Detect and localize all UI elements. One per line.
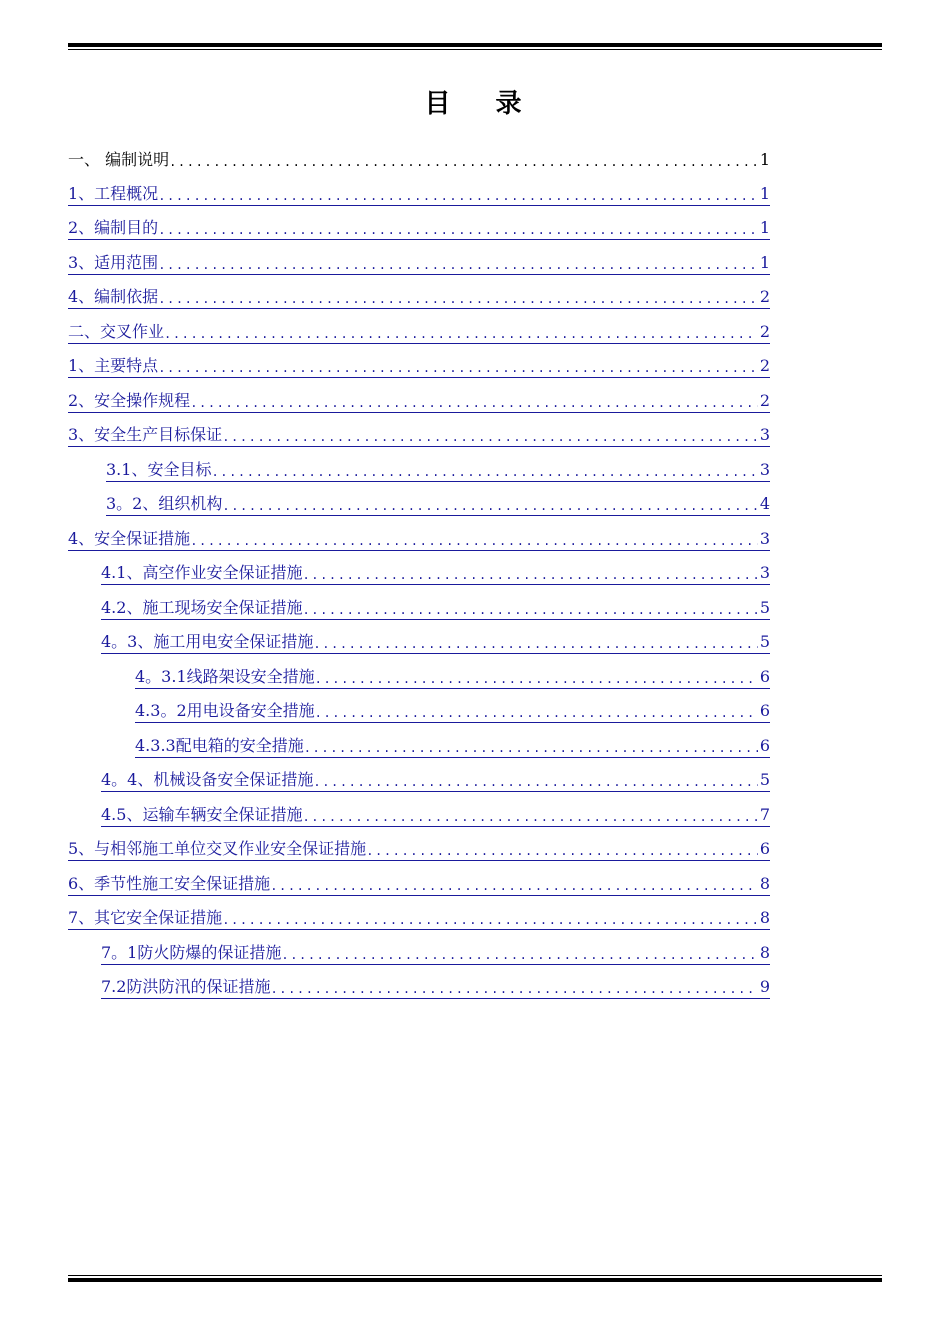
toc-item-label: 4.3.3配电箱的安全措施 xyxy=(135,735,304,755)
toc-item-page: 6 xyxy=(759,666,770,686)
toc-item[interactable] xyxy=(68,626,770,661)
toc-link[interactable] xyxy=(135,736,770,758)
toc-dot-leader xyxy=(270,878,758,894)
toc-item-page: 1 xyxy=(759,252,770,272)
toc-dot-leader xyxy=(190,533,758,549)
toc-dot-leader xyxy=(164,326,758,342)
toc-item-page: 8 xyxy=(759,873,770,893)
toc-item-label: 3、适用范围 xyxy=(68,252,159,272)
toc-dot-leader xyxy=(158,360,758,376)
toc-item[interactable] xyxy=(68,212,770,247)
toc-item-page: 3 xyxy=(759,425,770,445)
toc-item-page: 1 xyxy=(759,149,770,169)
toc-item-label: 3。2、组织机构 xyxy=(106,494,223,514)
toc-item-page: 6 xyxy=(759,735,770,755)
header-rule xyxy=(68,43,882,50)
footer-rule xyxy=(68,1275,882,1282)
toc-item-page: 2 xyxy=(759,287,770,307)
toc-dot-leader xyxy=(366,843,758,859)
toc-item-label: 4.1、高空作业安全保证措施 xyxy=(101,563,303,583)
toc-link[interactable] xyxy=(68,425,770,447)
toc-dot-leader xyxy=(304,740,758,756)
toc-link[interactable] xyxy=(135,667,770,689)
toc-item-page: 3 xyxy=(759,528,770,548)
toc-link[interactable] xyxy=(68,184,770,206)
toc-item-label: 3.1、安全目标 xyxy=(106,459,212,479)
toc-item-label: 7、其它安全保证措施 xyxy=(68,908,223,928)
toc-link[interactable] xyxy=(135,701,770,723)
table-of-contents xyxy=(68,143,770,1006)
toc-item-label: 1、工程概况 xyxy=(68,183,159,203)
toc-item[interactable] xyxy=(68,902,770,937)
toc-item-page: 3 xyxy=(759,459,770,479)
toc-item-page: 8 xyxy=(759,908,770,928)
toc-item-page: 3 xyxy=(759,563,770,583)
toc-dot-leader xyxy=(222,912,758,928)
toc-item[interactable] xyxy=(68,695,770,730)
toc-item[interactable] xyxy=(68,385,770,420)
toc-item-label: 4。3.1线路架设安全措施 xyxy=(135,666,315,686)
toc-link[interactable] xyxy=(68,908,770,930)
toc-item-page: 4 xyxy=(759,494,770,514)
toc-link[interactable] xyxy=(68,529,770,551)
toc-item-label: 4、安全保证措施 xyxy=(68,528,191,548)
toc-item-page: 1 xyxy=(759,183,770,203)
toc-dot-leader xyxy=(302,567,757,583)
toc-item[interactable] xyxy=(68,350,770,385)
toc-dot-leader xyxy=(158,188,758,204)
toc-link[interactable] xyxy=(106,460,770,482)
toc-dot-leader xyxy=(302,809,757,825)
toc-item-label: 4。3、施工用电安全保证措施 xyxy=(101,632,314,652)
toc-item[interactable] xyxy=(68,454,770,489)
toc-link[interactable] xyxy=(101,598,770,620)
toc-item-page: 5 xyxy=(759,597,770,617)
toc-dot-leader xyxy=(158,257,758,273)
toc-item[interactable] xyxy=(68,178,770,213)
toc-link[interactable] xyxy=(68,356,770,378)
toc-dot-leader xyxy=(302,602,757,618)
toc-item[interactable] xyxy=(68,143,770,178)
toc-item[interactable] xyxy=(68,868,770,903)
toc-item[interactable] xyxy=(68,937,770,972)
toc-item-page: 9 xyxy=(759,977,770,997)
toc-item[interactable] xyxy=(68,557,770,592)
toc-item-label: 二、交叉作业 xyxy=(68,321,165,341)
toc-item-label: 4.3。2用电设备安全措施 xyxy=(135,701,315,721)
toc-item-label: 7。1防火防爆的保证措施 xyxy=(101,942,282,962)
toc-dot-leader xyxy=(222,429,758,445)
toc-item[interactable] xyxy=(68,523,770,558)
toc-dot-leader xyxy=(313,636,757,652)
toc-link[interactable] xyxy=(101,977,770,999)
toc-link[interactable] xyxy=(68,391,770,413)
toc-dot-leader xyxy=(315,705,758,721)
toc-item-page: 2 xyxy=(759,321,770,341)
toc-item-label: 7.2防洪防汛的保证措施 xyxy=(101,977,271,997)
toc-item[interactable] xyxy=(68,661,770,696)
toc-item-page: 2 xyxy=(759,390,770,410)
toc-dot-leader xyxy=(158,222,758,238)
toc-item[interactable] xyxy=(68,833,770,868)
toc-item-label: 6、季节性施工安全保证措施 xyxy=(68,873,271,893)
toc-item-label: 4.2、施工现场安全保证措施 xyxy=(101,597,303,617)
toc-link[interactable] xyxy=(101,563,770,585)
toc-link[interactable] xyxy=(68,253,770,275)
toc-dot-leader xyxy=(158,291,758,307)
toc-link[interactable] xyxy=(106,494,770,516)
toc-link[interactable] xyxy=(101,770,770,792)
toc-item[interactable] xyxy=(68,488,770,523)
toc-item[interactable] xyxy=(68,316,770,351)
toc-item-label: 1、主要特点 xyxy=(68,356,159,376)
toc-link[interactable] xyxy=(68,874,770,896)
toc-item-label: 2、安全操作规程 xyxy=(68,390,191,410)
toc-dot-leader xyxy=(211,464,757,480)
toc-item[interactable] xyxy=(68,799,770,834)
toc-item-page: 5 xyxy=(759,770,770,790)
toc-item[interactable] xyxy=(68,247,770,282)
toc-item-label: 一、 编制说明 xyxy=(68,149,170,169)
toc-dot-leader xyxy=(313,774,757,790)
toc-dot-leader xyxy=(190,395,758,411)
toc-item[interactable] xyxy=(68,592,770,627)
toc-item[interactable] xyxy=(68,281,770,316)
toc-item-page: 2 xyxy=(759,356,770,376)
toc-link[interactable] xyxy=(68,322,770,344)
toc-item-page: 6 xyxy=(759,839,770,859)
toc-item[interactable] xyxy=(68,971,770,1006)
toc-dot-leader xyxy=(270,981,757,997)
toc-link[interactable] xyxy=(101,805,770,827)
toc-item-page: 5 xyxy=(759,632,770,652)
toc-dot-leader xyxy=(222,498,757,514)
toc-link[interactable] xyxy=(101,943,770,965)
toc-dot-leader xyxy=(281,947,757,963)
toc-item[interactable] xyxy=(68,419,770,454)
toc-link[interactable] xyxy=(101,632,770,654)
toc-item-page: 1 xyxy=(759,218,770,238)
toc-dot-leader xyxy=(169,154,758,170)
toc-item-label: 5、与相邻施工单位交叉作业安全保证措施 xyxy=(68,839,367,859)
toc-item-page: 6 xyxy=(759,701,770,721)
toc-item-page: 7 xyxy=(759,804,770,824)
toc-link[interactable] xyxy=(68,218,770,240)
toc-item-page: 8 xyxy=(759,942,770,962)
toc-item[interactable] xyxy=(68,730,770,765)
toc-item-label: 4。4、机械设备安全保证措施 xyxy=(101,770,314,790)
toc-dot-leader xyxy=(315,671,758,687)
toc-item-label: 4、编制依据 xyxy=(68,287,159,307)
toc-item-label: 2、编制目的 xyxy=(68,218,159,238)
toc-link[interactable] xyxy=(68,839,770,861)
toc-link[interactable] xyxy=(68,287,770,309)
page-title: 目 录 xyxy=(424,89,540,119)
toc-item-label: 4.5、运输车辆安全保证措施 xyxy=(101,804,303,824)
toc-item[interactable] xyxy=(68,764,770,799)
toc-item-label: 3、安全生产目标保证 xyxy=(68,425,223,445)
